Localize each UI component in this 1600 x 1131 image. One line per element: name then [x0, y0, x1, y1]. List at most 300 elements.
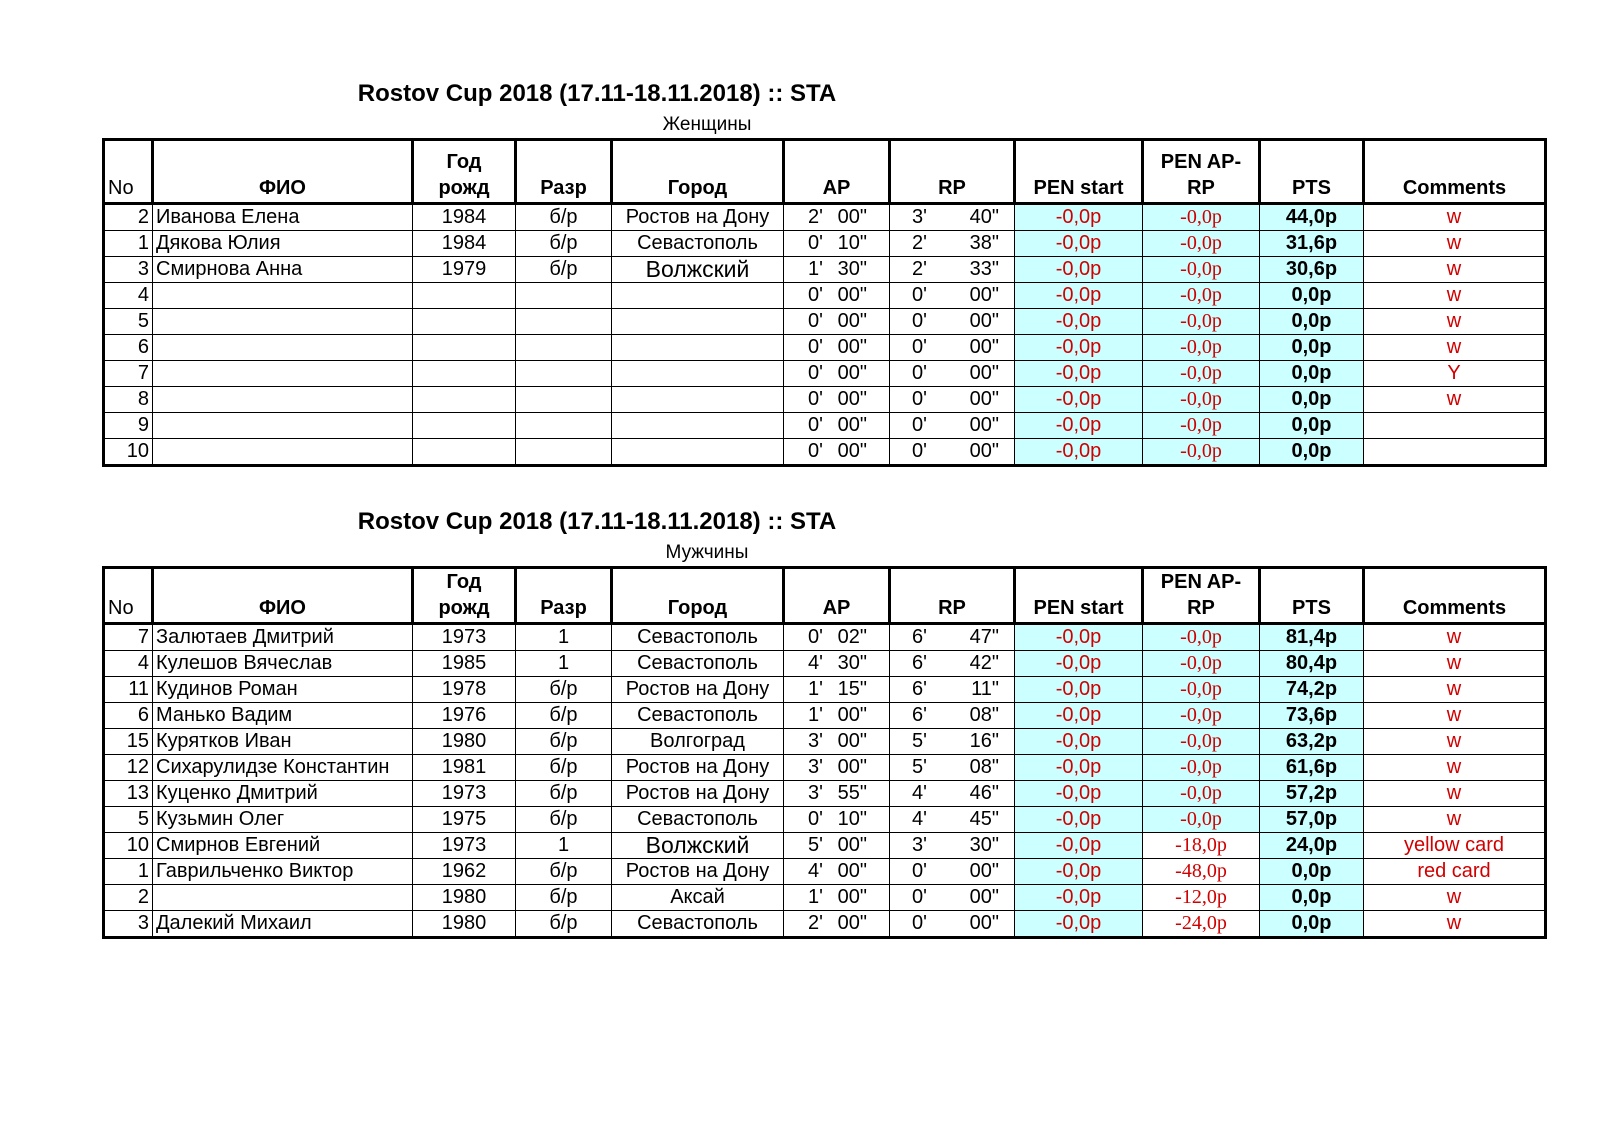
- cell-comment: Y: [1364, 361, 1546, 387]
- cell-pts: 31,6р: [1260, 231, 1364, 257]
- cell-ap: [784, 283, 890, 309]
- section-title: Rostov Cup 2018 (17.11-18.11.2018) :: STA: [357, 80, 837, 107]
- cell-rank: б/р: [516, 257, 612, 283]
- table-row: [104, 677, 1546, 703]
- cell-rank: [516, 387, 612, 413]
- cell-year: 1984: [413, 231, 516, 257]
- cell-year: 1980: [413, 885, 516, 911]
- cell-year: 1985: [413, 651, 516, 677]
- header-year: [413, 140, 516, 204]
- cell-name: Курятков Иван: [153, 729, 413, 755]
- cell-year: 1973: [413, 833, 516, 859]
- ap-seconds: 30": [837, 652, 867, 674]
- cell-year: 1973: [413, 624, 516, 651]
- cell-ap: [784, 885, 890, 911]
- rp-seconds: 33": [969, 258, 999, 280]
- cell-comment: w: [1364, 781, 1546, 807]
- cell-no: 7: [104, 624, 153, 651]
- cell-no: 3: [104, 911, 153, 938]
- header-rank: Разр: [516, 568, 612, 624]
- table-row: [104, 283, 1546, 309]
- cell-year: 1980: [413, 729, 516, 755]
- header-year-label: Год рожд: [438, 571, 490, 619]
- cell-pen-ap-rp: -0,0р: [1143, 335, 1260, 361]
- cell-name: Манько Вадим: [153, 703, 413, 729]
- rp-minutes: 0': [912, 362, 927, 384]
- cell-name: [153, 387, 413, 413]
- ap-minutes: 0': [808, 362, 823, 384]
- rp-seconds: 08": [969, 704, 999, 726]
- rp-minutes: 6': [912, 652, 927, 674]
- cell-pen-start: -0,0р: [1015, 335, 1143, 361]
- cell-city: Севастополь: [612, 703, 784, 729]
- ap-minutes: 3': [808, 730, 823, 752]
- ap-seconds: 00": [837, 756, 867, 778]
- cell-rp: [890, 335, 1015, 361]
- ap-minutes: 1': [808, 258, 823, 280]
- cell-ap: [784, 413, 890, 439]
- header-rp: RP: [890, 568, 1015, 624]
- cell-rp: [890, 833, 1015, 859]
- cell-pen-ap-rp: -0,0р: [1143, 283, 1260, 309]
- ap-seconds: 30": [837, 258, 867, 280]
- cell-year: 1980: [413, 911, 516, 938]
- cell-pts: 0,0р: [1260, 335, 1364, 361]
- cell-city: Ростов на Дону: [612, 859, 784, 885]
- rp-seconds: 45": [969, 808, 999, 830]
- header-comments: Comments: [1364, 568, 1546, 624]
- cell-comment: w: [1364, 624, 1546, 651]
- rp-seconds: 00": [969, 414, 999, 436]
- cell-rp: [890, 859, 1015, 885]
- table-row: [104, 885, 1546, 911]
- cell-comment: w: [1364, 885, 1546, 911]
- cell-pen-ap-rp: -0,0р: [1143, 439, 1260, 466]
- cell-pen-start: -0,0р: [1015, 807, 1143, 833]
- cell-year: 1984: [413, 204, 516, 231]
- header-year-label: Год рожд: [438, 151, 490, 199]
- cell-ap: [784, 309, 890, 335]
- cell-no: 8: [104, 387, 153, 413]
- cell-year: [413, 361, 516, 387]
- cell-rank: б/р: [516, 204, 612, 231]
- cell-pen-start: -0,0р: [1015, 257, 1143, 283]
- cell-city: [612, 309, 784, 335]
- cell-pen-ap-rp: -0,0р: [1143, 781, 1260, 807]
- cell-comment: w: [1364, 807, 1546, 833]
- cell-year: 1981: [413, 755, 516, 781]
- cell-rp: [890, 387, 1015, 413]
- rp-minutes: 0': [912, 284, 927, 306]
- cell-comment: w: [1364, 231, 1546, 257]
- ap-seconds: 00": [837, 206, 867, 228]
- cell-pen-start: -0,0р: [1015, 833, 1143, 859]
- cell-city: Волжский: [612, 257, 784, 283]
- rp-minutes: 0': [912, 388, 927, 410]
- cell-pen-start: -0,0р: [1015, 651, 1143, 677]
- cell-rank: б/р: [516, 859, 612, 885]
- cell-ap: [784, 781, 890, 807]
- rp-minutes: 0': [912, 860, 927, 882]
- cell-pen-ap-rp: -24,0р: [1143, 911, 1260, 938]
- cell-rank: б/р: [516, 755, 612, 781]
- ap-seconds: 00": [837, 284, 867, 306]
- cell-pen-ap-rp: -0,0р: [1143, 387, 1260, 413]
- rp-seconds: 42": [969, 652, 999, 674]
- cell-comment: w: [1364, 911, 1546, 938]
- cell-year: 1979: [413, 257, 516, 283]
- cell-comment: yellow card: [1364, 833, 1546, 859]
- cell-no: 4: [104, 651, 153, 677]
- cell-rp: [890, 911, 1015, 938]
- rp-minutes: 6': [912, 626, 927, 648]
- cell-city: Севастополь: [612, 231, 784, 257]
- header-pen-ap-rp: [1143, 568, 1260, 624]
- cell-pen-start: -0,0р: [1015, 624, 1143, 651]
- cell-pen-ap-rp: -18,0р: [1143, 833, 1260, 859]
- header-city: Город: [612, 140, 784, 204]
- cell-year: 1975: [413, 807, 516, 833]
- header-pen-ap-rp-label: PEN AP-RP: [1160, 571, 1242, 619]
- rp-minutes: 3': [912, 206, 927, 228]
- cell-ap: [784, 833, 890, 859]
- cell-city: [612, 361, 784, 387]
- header-fio: ФИО: [153, 568, 413, 624]
- cell-pts: 24,0р: [1260, 833, 1364, 859]
- header-pen-ap-rp: [1143, 140, 1260, 204]
- ap-minutes: 0': [808, 310, 823, 332]
- cell-year: 1962: [413, 859, 516, 885]
- cell-rank: б/р: [516, 729, 612, 755]
- cell-ap: [784, 807, 890, 833]
- cell-rank: б/р: [516, 677, 612, 703]
- rp-seconds: 00": [969, 860, 999, 882]
- cell-no: 12: [104, 755, 153, 781]
- header-pen-start: PEN start: [1015, 140, 1143, 204]
- cell-no: 4: [104, 283, 153, 309]
- cell-pen-ap-rp: -12,0р: [1143, 885, 1260, 911]
- ap-minutes: 0': [808, 414, 823, 436]
- cell-comment: w: [1364, 651, 1546, 677]
- ap-seconds: 00": [837, 912, 867, 934]
- cell-comment: w: [1364, 387, 1546, 413]
- ap-seconds: 10": [837, 808, 867, 830]
- cell-ap: [784, 257, 890, 283]
- cell-name: Кудинов Роман: [153, 677, 413, 703]
- cell-pen-start: -0,0р: [1015, 911, 1143, 938]
- cell-ap: [784, 651, 890, 677]
- rp-seconds: 47": [969, 626, 999, 648]
- cell-comment: w: [1364, 755, 1546, 781]
- cell-rp: [890, 677, 1015, 703]
- rp-seconds: 00": [969, 310, 999, 332]
- rp-seconds: 00": [969, 362, 999, 384]
- cell-ap: [784, 439, 890, 466]
- cell-name: Куценко Дмитрий: [153, 781, 413, 807]
- cell-city: [612, 387, 784, 413]
- table-row: [104, 387, 1546, 413]
- rp-minutes: 3': [912, 834, 927, 856]
- cell-pen-start: -0,0р: [1015, 439, 1143, 466]
- rp-minutes: 6': [912, 678, 927, 700]
- ap-minutes: 3': [808, 782, 823, 804]
- cell-no: 13: [104, 781, 153, 807]
- ap-seconds: 00": [837, 730, 867, 752]
- cell-pts: 0,0р: [1260, 911, 1364, 938]
- cell-ap: [784, 859, 890, 885]
- cell-comment: red card: [1364, 859, 1546, 885]
- rp-minutes: 4': [912, 782, 927, 804]
- table-row: [104, 703, 1546, 729]
- cell-name: [153, 283, 413, 309]
- cell-pen-start: -0,0р: [1015, 309, 1143, 335]
- header-rp: RP: [890, 140, 1015, 204]
- cell-comment: w: [1364, 729, 1546, 755]
- cell-rp: [890, 885, 1015, 911]
- cell-comment: [1364, 439, 1546, 466]
- cell-year: 1973: [413, 781, 516, 807]
- cell-rp: [890, 651, 1015, 677]
- table-row: [104, 204, 1546, 231]
- cell-city: Ростов на Дону: [612, 755, 784, 781]
- rp-seconds: 00": [969, 886, 999, 908]
- rp-minutes: 0': [912, 440, 927, 462]
- cell-pen-start: -0,0р: [1015, 387, 1143, 413]
- cell-pen-ap-rp: -0,0р: [1143, 361, 1260, 387]
- header-year: [413, 568, 516, 624]
- rp-seconds: 00": [969, 440, 999, 462]
- cell-pts: 63,2р: [1260, 729, 1364, 755]
- cell-pen-ap-rp: -0,0р: [1143, 677, 1260, 703]
- ap-seconds: 00": [837, 886, 867, 908]
- ap-minutes: 0': [808, 388, 823, 410]
- rp-minutes: 2': [912, 258, 927, 280]
- section-title: Rostov Cup 2018 (17.11-18.11.2018) :: STA: [357, 508, 837, 535]
- cell-pen-start: -0,0р: [1015, 859, 1143, 885]
- header-rank: Разр: [516, 140, 612, 204]
- cell-ap: [784, 231, 890, 257]
- cell-pen-start: -0,0р: [1015, 729, 1143, 755]
- cell-year: [413, 387, 516, 413]
- cell-name: Далекий Михаил: [153, 911, 413, 938]
- ap-minutes: 5': [808, 834, 823, 856]
- cell-pen-start: -0,0р: [1015, 703, 1143, 729]
- cell-name: [153, 439, 413, 466]
- cell-rp: [890, 781, 1015, 807]
- ap-minutes: 1': [808, 886, 823, 908]
- rp-seconds: 08": [969, 756, 999, 778]
- table-row: [104, 361, 1546, 387]
- cell-name: Гаврильченко Виктор: [153, 859, 413, 885]
- table-row: [104, 257, 1546, 283]
- cell-pts: 0,0р: [1260, 309, 1364, 335]
- cell-rp: [890, 413, 1015, 439]
- ap-minutes: 1': [808, 704, 823, 726]
- header-pts: PTS: [1260, 140, 1364, 204]
- cell-pen-ap-rp: -0,0р: [1143, 204, 1260, 231]
- ap-seconds: 00": [837, 336, 867, 358]
- cell-pts: 61,6р: [1260, 755, 1364, 781]
- cell-rank: б/р: [516, 703, 612, 729]
- cell-city: Ростов на Дону: [612, 204, 784, 231]
- cell-no: 10: [104, 439, 153, 466]
- section-subtitle: Мужчины: [665, 542, 749, 563]
- rp-minutes: 6': [912, 704, 927, 726]
- cell-rank: б/р: [516, 885, 612, 911]
- cell-rank: [516, 283, 612, 309]
- results-table: [102, 138, 1547, 467]
- cell-no: 6: [104, 703, 153, 729]
- cell-pen-ap-rp: -0,0р: [1143, 309, 1260, 335]
- results-body: [104, 204, 1546, 466]
- cell-rp: [890, 624, 1015, 651]
- cell-ap: [784, 911, 890, 938]
- cell-no: 15: [104, 729, 153, 755]
- cell-pts: 80,4р: [1260, 651, 1364, 677]
- results-body: [104, 624, 1546, 938]
- cell-rp: [890, 283, 1015, 309]
- table-row: [104, 413, 1546, 439]
- cell-name: Смирнова Анна: [153, 257, 413, 283]
- cell-ap: [784, 703, 890, 729]
- table-row: [104, 755, 1546, 781]
- cell-no: 2: [104, 204, 153, 231]
- cell-name: Иванова Елена: [153, 204, 413, 231]
- table-row: [104, 911, 1546, 938]
- ap-minutes: 1': [808, 678, 823, 700]
- cell-city: Волжский: [612, 833, 784, 859]
- section-subtitle: Женщины: [662, 114, 752, 135]
- ap-seconds: 00": [837, 440, 867, 462]
- cell-pts: 73,6р: [1260, 703, 1364, 729]
- cell-rank: [516, 361, 612, 387]
- rp-seconds: 00": [969, 284, 999, 306]
- ap-seconds: 55": [837, 782, 867, 804]
- cell-comment: w: [1364, 335, 1546, 361]
- cell-pen-ap-rp: -0,0р: [1143, 703, 1260, 729]
- rp-seconds: 00": [969, 388, 999, 410]
- cell-pts: 0,0р: [1260, 859, 1364, 885]
- cell-rp: [890, 703, 1015, 729]
- cell-comment: w: [1364, 283, 1546, 309]
- cell-city: Севастополь: [612, 807, 784, 833]
- cell-pen-ap-rp: -0,0р: [1143, 651, 1260, 677]
- ap-minutes: 0': [808, 440, 823, 462]
- cell-rp: [890, 807, 1015, 833]
- ap-minutes: 2': [808, 206, 823, 228]
- cell-pen-start: -0,0р: [1015, 283, 1143, 309]
- cell-city: Аксай: [612, 885, 784, 911]
- table-row: [104, 335, 1546, 361]
- cell-rp: [890, 729, 1015, 755]
- cell-no: 6: [104, 335, 153, 361]
- table-row: [104, 781, 1546, 807]
- rp-seconds: 30": [969, 834, 999, 856]
- cell-pen-ap-rp: -0,0р: [1143, 755, 1260, 781]
- cell-city: [612, 413, 784, 439]
- rp-minutes: 5': [912, 756, 927, 778]
- cell-city: [612, 335, 784, 361]
- cell-city: [612, 283, 784, 309]
- header-pts: PTS: [1260, 568, 1364, 624]
- cell-pen-start: -0,0р: [1015, 755, 1143, 781]
- cell-pts: 44,0р: [1260, 204, 1364, 231]
- cell-comment: w: [1364, 677, 1546, 703]
- cell-year: [413, 283, 516, 309]
- ap-minutes: 0': [808, 808, 823, 830]
- cell-comment: w: [1364, 204, 1546, 231]
- ap-seconds: 10": [837, 232, 867, 254]
- ap-seconds: 00": [837, 310, 867, 332]
- cell-pen-start: -0,0р: [1015, 413, 1143, 439]
- table-row: [104, 439, 1546, 466]
- rp-seconds: 16": [969, 730, 999, 752]
- cell-name: Кузьмин Олег: [153, 807, 413, 833]
- ap-seconds: 00": [837, 414, 867, 436]
- cell-city: Волгоград: [612, 729, 784, 755]
- cell-rank: 1: [516, 833, 612, 859]
- cell-pts: 0,0р: [1260, 439, 1364, 466]
- ap-minutes: 0': [808, 336, 823, 358]
- cell-pen-ap-rp: -0,0р: [1143, 807, 1260, 833]
- cell-year: 1978: [413, 677, 516, 703]
- rp-minutes: 0': [912, 414, 927, 436]
- rp-minutes: 0': [912, 912, 927, 934]
- header-ap: AP: [784, 568, 890, 624]
- cell-city: Севастополь: [612, 651, 784, 677]
- table-row: [104, 859, 1546, 885]
- cell-rank: б/р: [516, 231, 612, 257]
- table-row: [104, 807, 1546, 833]
- rp-seconds: 11": [971, 678, 999, 700]
- cell-year: [413, 309, 516, 335]
- header-fio: ФИО: [153, 140, 413, 204]
- cell-rank: б/р: [516, 807, 612, 833]
- cell-rp: [890, 231, 1015, 257]
- rp-minutes: 5': [912, 730, 927, 752]
- ap-seconds: 00": [837, 834, 867, 856]
- cell-pen-ap-rp: -0,0р: [1143, 257, 1260, 283]
- cell-pen-ap-rp: -0,0р: [1143, 231, 1260, 257]
- cell-pen-start: -0,0р: [1015, 677, 1143, 703]
- cell-pen-ap-rp: -0,0р: [1143, 413, 1260, 439]
- rp-minutes: 4': [912, 808, 927, 830]
- ap-minutes: 2': [808, 912, 823, 934]
- cell-rank: [516, 439, 612, 466]
- cell-no: 1: [104, 859, 153, 885]
- cell-rank: б/р: [516, 911, 612, 938]
- cell-no: 7: [104, 361, 153, 387]
- rp-minutes: 2': [912, 232, 927, 254]
- ap-minutes: 0': [808, 232, 823, 254]
- cell-no: 3: [104, 257, 153, 283]
- cell-pen-start: -0,0р: [1015, 204, 1143, 231]
- cell-rp: [890, 257, 1015, 283]
- cell-name: [153, 413, 413, 439]
- ap-seconds: 15": [837, 678, 867, 700]
- rp-minutes: 0': [912, 886, 927, 908]
- cell-name: Залютаев Дмитрий: [153, 624, 413, 651]
- cell-pts: 74,2р: [1260, 677, 1364, 703]
- table-row: [104, 729, 1546, 755]
- cell-rp: [890, 439, 1015, 466]
- cell-comment: [1364, 413, 1546, 439]
- cell-pts: 81,4р: [1260, 624, 1364, 651]
- cell-rank: [516, 335, 612, 361]
- ap-seconds: 00": [837, 388, 867, 410]
- cell-name: Сихарулидзе Константин: [153, 755, 413, 781]
- header-ap: AP: [784, 140, 890, 204]
